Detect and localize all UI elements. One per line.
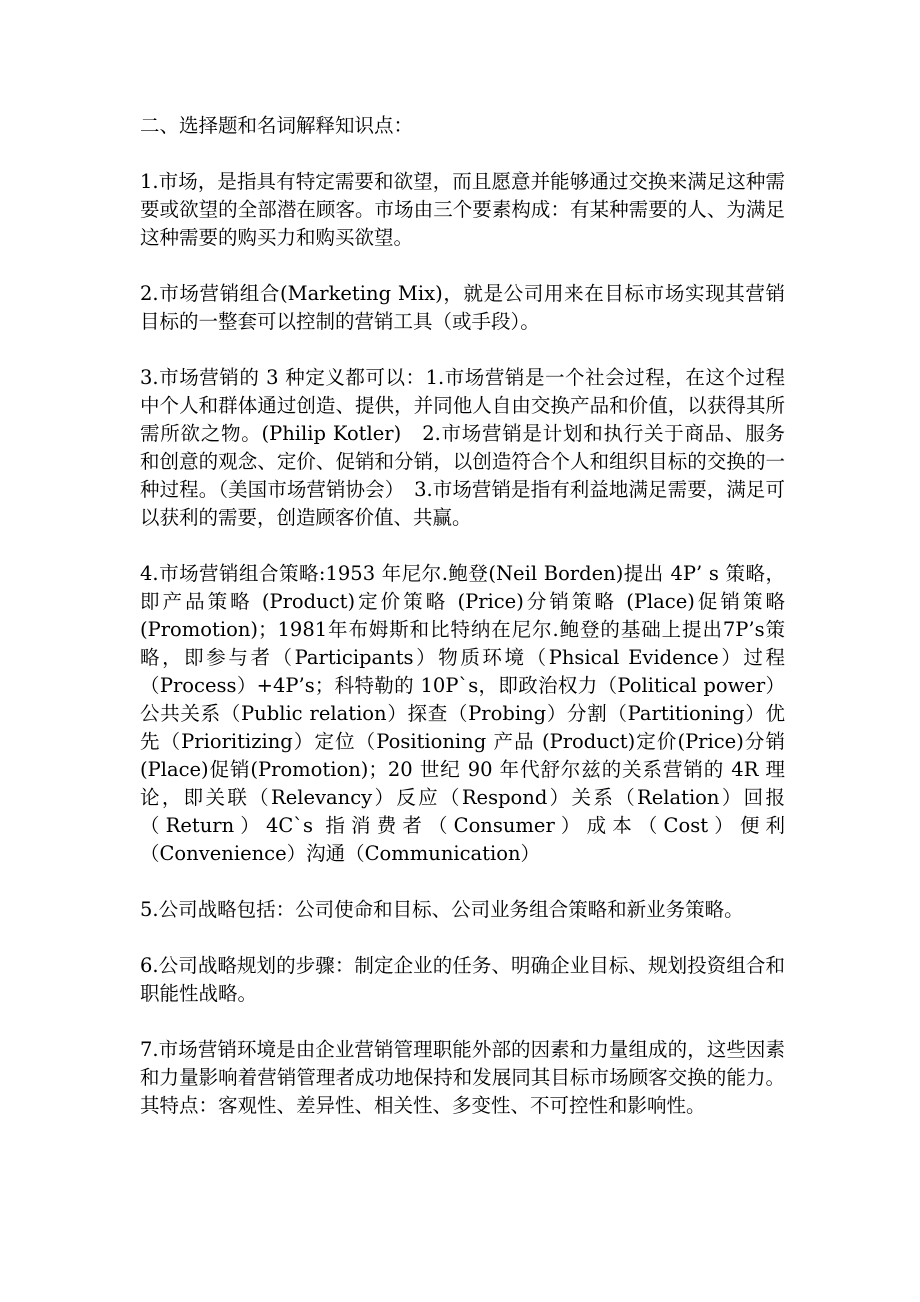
paragraph-7-marketing-environment: 7.市场营销环境是由企业营销管理职能外部的因素和力量组成的，这些因素和力量影响着营销管理者成功地保持和发展同其目标市场顾客交换的能力。其特点：客观性、差异性、相关性、多变性、不可控性和影响性。 bbox=[140, 1038, 785, 1117]
document-body bbox=[140, 112, 785, 1120]
paragraph-3-marketing-definitions: 3.市场营销的 3 种定义都可以：1.市场营销是一个社会过程，在这个过程中个人和群体通过创造、提供，并同他人自由交换产品和价值，以获得其所需所欲之物。(Philip Kotler) 2.市场营销是计划和执行关于商品、服务和创意的观念、定价、促销和分销，以创造符合个人和组织目标的交换的一种过程。（美国市场营销协会） 3.市场营销是指有利益地满足需要，满足可以获利的需要，创造顾客价值、共赢。 bbox=[140, 366, 785, 529]
paragraph-5-corporate-strategy: 5.公司战略包括：公司使命和目标、公司业务组合策略和新业务策略。 bbox=[140, 898, 744, 921]
paragraph-6-strategic-planning-steps: 6.公司战略规划的步骤：制定企业的任务、明确企业目标、规划投资组合和职能性战略。 bbox=[140, 954, 785, 1005]
section-heading: 二、选择题和名词解释知识点： bbox=[140, 114, 414, 137]
paragraph-2-marketing-mix: 2.市场营销组合(Marketing Mix)，就是公司用来在目标市场实现其营销目标的一整套可以控制的营销工具（或手段）。 bbox=[140, 282, 785, 333]
paragraph-1-market-definition: 1.市场，是指具有特定需要和欲望，而且愿意并能够通过交换来满足这种需要或欲望的全部潜在顾客。市场由三个要素构成：有某种需要的人、为满足这种需要的购买力和购买欲望。 bbox=[140, 170, 785, 249]
paragraph-4-marketing-mix-strategies: 4.市场营销组合策略:1953 年尼尔.鲍登(Neil Borden)提出 4P’ s 策略，即产品策略 (Product)定价策略 (Price)分销策略 (Place)促销策略(Promotion)；1981年布姆斯和比特纳在尼尔.鲍登的基础上提出7P’s策略，即参与者（Participants）物质环境（Phsical Evidence）过程（Process）+4P’s；科特勒的 10P`s，即政治权力（Political power）公共关系（Public relation）探查（Probing）分割（Partitioning）优先（Prioritizing）定位（Positioning 产品 (Product)定价(Price)分销(Place)促销(Promotion)；20 世纪 90 年代舒尔兹的关系营销的 4R 理论，即关联（Relevancy）反应（Respond）关系（Relation）回报（Return）4C`s 指消费者（Consumer）成本（Cost）便利（Convenience）沟通（Communication） bbox=[140, 562, 785, 865]
